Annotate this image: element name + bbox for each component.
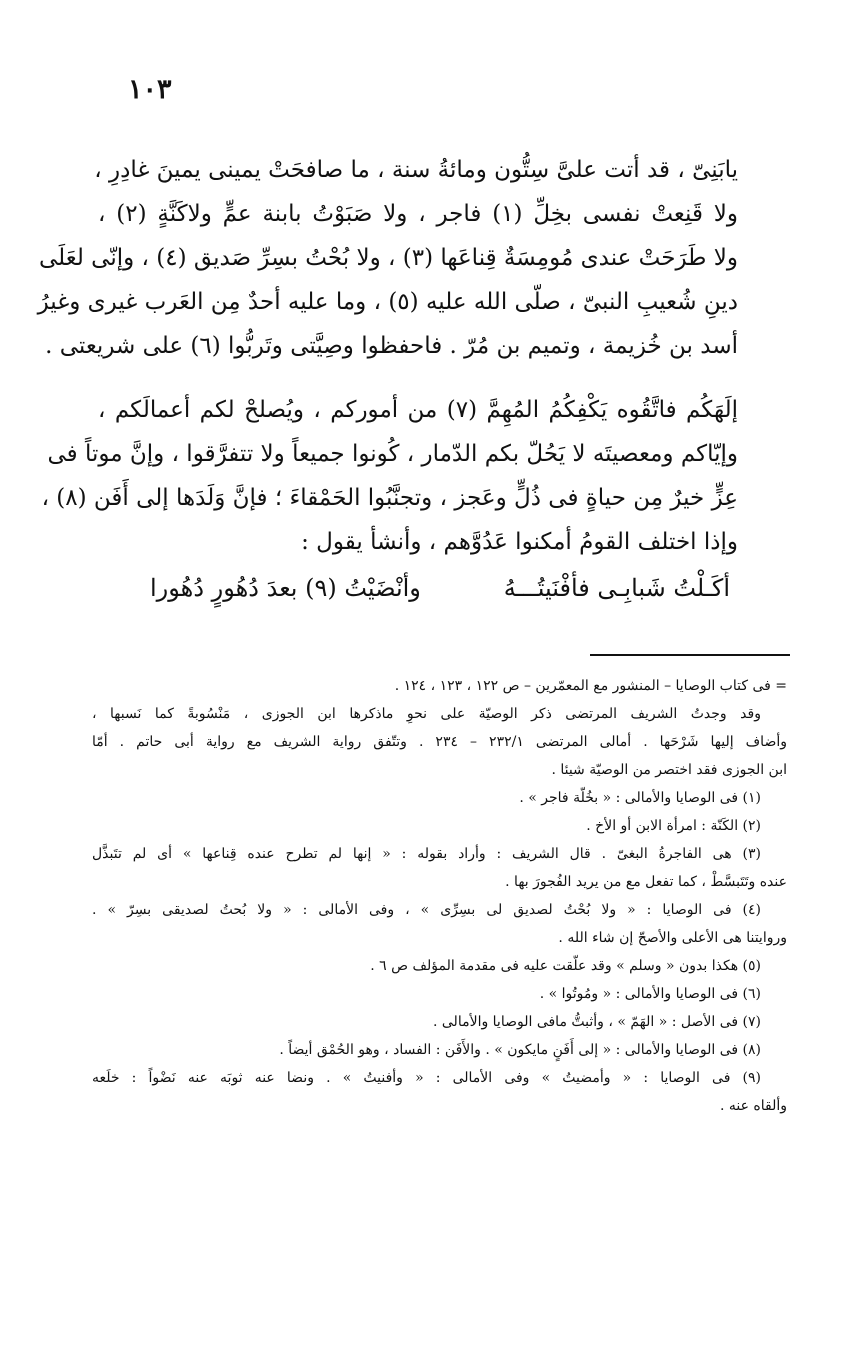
footnote-3: (٣) هى الفاجرةُ البغىّ . قال الشريف : وأراد بقوله : « إنها لم تطرح عنده قِناعها » أى لم تتَبذَّل	[92, 846, 761, 862]
footnote-line: = فى كتاب الوصايا – المنشور مع المعمّرين – ص ١٢٢ ، ١٢٣ ، ١٢٤ .	[394, 678, 787, 694]
text-line: إلَهَكُم فاتَّقُوه يَكْفِكُمُ المُهِمَّ (٧) من أموركم ، ويُصلحْ لكم أعمالَكم ،	[98, 397, 738, 423]
text-line: أسد بن خُزيمة ، وتميم بن مُرّ . فاحفظوا وصِيَّتى وتَربُّوا (٦) على شريعتى .	[45, 333, 738, 359]
text-line: دينِ شُعيبِ النبىّ ، صلّى الله عليه (٥) ، وما عليه أحدٌ مِن العَرب غيرى وغيرُ	[37, 289, 738, 315]
footnote-4: (٤) فى الوصايا : « ولا بُحْتُ لصديق لى بسِرِّى » ، وفى الأمالى : « ولا بُحتُ لصديقى بسِرّ » .	[92, 902, 761, 918]
footnote-line: عنده وتَتَبسَّطْ ، كما تفعل مع من يريد الفُجورَ بها .	[505, 874, 787, 890]
page-number: ١٠٣	[128, 74, 172, 105]
main-text	[37, 148, 738, 564]
text-line: وإيّاكم ومعصيتَه لا يَحُلّ بكم الدّمار ، كُونوا جميعاً ولا تتفرَّقوا ، وإنَّ موتاً فى	[47, 441, 738, 467]
footnote-line: وروايتنا هى الأعلى والأصحّ إن شاء الله .	[558, 930, 787, 946]
footnote-line: ابن الجوزى فقد اختصر من الوصيّة شيئا .	[551, 762, 787, 778]
text-line: وإذا اختلف القومُ أمكنوا عَدُوَّهم ، وأنشأ يقول :	[301, 529, 738, 555]
poem-verse	[150, 566, 730, 610]
text-line: يابَنِىّ ، قد أتت علىَّ سِتُّون ومائةُ سنة ، ما صافحَتْ يمينى يمينَ غادِرِ ،	[94, 157, 738, 183]
footnote-line: وقد وجدتُ الشريف المرتضى ذكر الوصيّة على نحوِ ماذكرها ابن الجوزى ، مَنْسُوبةً كما نَسبها ،	[92, 706, 761, 722]
verse-hemistich-first: أكَـلْتُ شَبابِـى فأفْنَيتُـــهُ	[503, 574, 730, 602]
footnote-line: وأضاف إليها شَرْحَها . أمالى المرتضى ٢٣٢/١ – ٢٣٤ . وتتّفق رواية الشريف مع رواية أبى حاتم . أمّا	[92, 734, 787, 750]
verse-hemistich-second: وأنْضَيْتُ (٩) بعدَ دُهُورٍ دُهُورا	[150, 574, 421, 602]
footnote-7: (٧) فى الأصل : « الهَمّ » ، وأثبتُّ مافى الوصايا والأمالى .	[432, 1014, 761, 1030]
text-line: ولا طَرَحَتْ عندى مُومِسَةٌ قِناعَها (٣) ، ولا بُحْتُ بسِرِّ صَديق (٤) ، وإنّى لعَلَى	[38, 245, 738, 271]
footnotes-section	[92, 672, 787, 1120]
footnote-separator	[590, 654, 790, 656]
footnote-1: (١) فى الوصايا والأمالى : « بخُلّة فاجر » .	[519, 790, 761, 806]
footnote-9: (٩) فى الوصايا : « وأمضيتُ » وفى الأمالى : « وأفنيتُ » . ونضا عنه ثوبَه عنه نَضْواً : خلَعه	[92, 1070, 761, 1086]
footnote-5: (٥) هكذا بدون « وسلم » وقد علّقت عليه فى مقدمة المؤلف ص ٦ .	[370, 958, 761, 974]
text-line: عِزٍّ خيرٌ مِن حياةٍ فى ذُلٍّ وعَجز ، وتجنَّبُوا الحَمْقاءَ ؛ فإنَّ وَلَدَها إلى أَفَن (٨) ،	[41, 485, 738, 511]
text-line: ولا قَنِعتْ نفسى بخِلِّ (١) فاجر ، ولا صَبَوْتُ بابنة عمٍّ ولاكَنَّةٍ (٢) ،	[98, 201, 738, 227]
footnote-8: (٨) فى الوصايا والأمالى : « إلى أَفَنٍ مايكون » . والأَفَن : الفساد ، وهو الحُمْق أيضاً .	[279, 1042, 761, 1058]
footnote-6: (٦) فى الوصايا والأمالى : « ومُوتُوا » .	[539, 986, 761, 1002]
footnote-line: وألقاه عنه .	[719, 1098, 787, 1114]
footnote-2: (٢) الكَنّة : امرأة الابن أو الأخ .	[586, 818, 761, 834]
